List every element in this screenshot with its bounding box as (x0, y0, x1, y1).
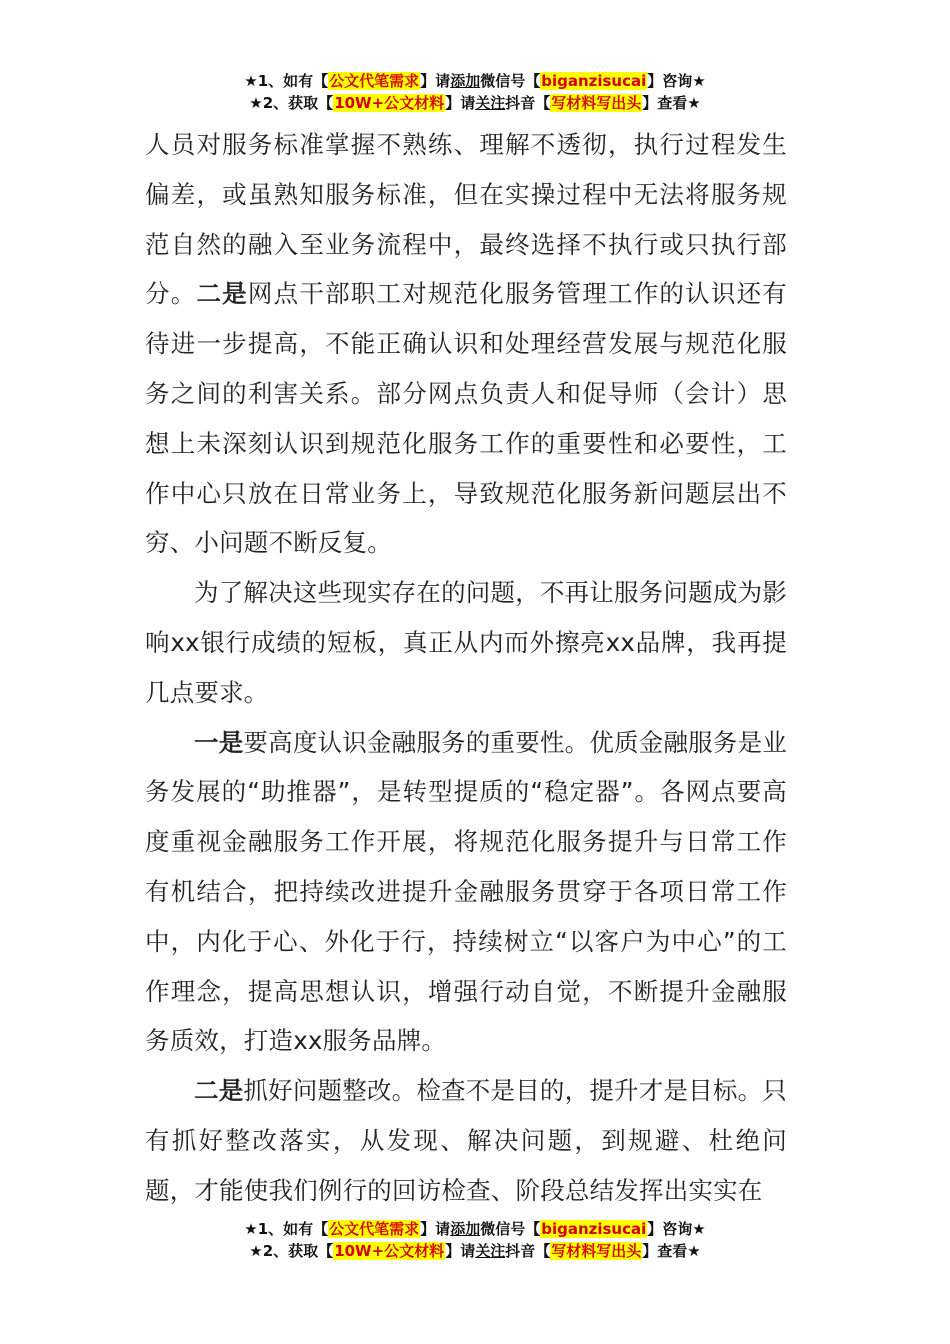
banner-highlight: 公文代笔需求 (329, 72, 420, 90)
banner-underline: 添加 (450, 72, 481, 90)
banner-highlight: 公文代笔需求 (329, 1220, 420, 1238)
banner-highlight: 10W+公文材料 (334, 94, 445, 112)
banner-line-2 (0, 92, 950, 114)
paragraph (145, 120, 787, 568)
banner-underline: 关注 (475, 94, 506, 112)
banner-text: 】请 (445, 94, 476, 112)
banner-line-2 (0, 1240, 950, 1262)
banner-text: 】请 (420, 72, 451, 90)
banner-highlight: 10W+公文材料 (334, 1242, 445, 1260)
banner-highlight: 写材料写出头 (551, 1242, 642, 1260)
banner-text: 】查看★ (642, 1242, 701, 1260)
banner-text: 】请 (420, 1220, 451, 1238)
paragraph (145, 568, 787, 717)
banner-text: 】查看★ (642, 94, 701, 112)
banner-text: ★2、获取【 (249, 94, 334, 112)
bold-lead: 一是 (194, 727, 244, 757)
banner-underline: 添加 (450, 1220, 481, 1238)
banner-text: 】咨询★ (647, 72, 706, 90)
banner-highlight: biganzisucai (541, 72, 647, 90)
header-banner (0, 70, 950, 114)
paragraph (145, 718, 787, 1067)
banner-text: ★1、如有【 (244, 72, 329, 90)
paragraph (145, 1066, 787, 1215)
banner-highlight: biganzisucai (541, 1220, 647, 1238)
banner-text: 微信号【 (480, 72, 541, 90)
banner-line-1 (0, 1218, 950, 1240)
banner-text: 微信号【 (480, 1220, 541, 1238)
paragraph-text: 为了解决这些现实存在的问题，不再让服务问题成为影响xx银行成绩的短板，真正从内而外擦亮xx品牌，我再提几点要求。 (145, 578, 787, 707)
banner-highlight: 写材料写出头 (551, 94, 642, 112)
footer-banner (0, 1218, 950, 1262)
banner-text: 】咨询★ (647, 1220, 706, 1238)
banner-text: 】请 (445, 1242, 476, 1260)
banner-underline: 关注 (475, 1242, 506, 1260)
paragraph-text: 抓好问题整改。检查不是目的，提升才是目标。只有抓好整改落实，从发现、解决问题，到规避、杜绝问题，才能使我们例行的回访检查、阶段总结发挥出实实在 (145, 1076, 787, 1205)
paragraph-text: 网点干部职工对规范化服务管理工作的认识还有待进一步提高，不能正确认识和处理经营发展与规范化服务之间的利害关系。部分网点负责人和促导师（会计）思想上未深刻认识到规范化服务工作的重要性和必要性，工作中心只放在日常业务上，导致规范化服务新问题层出不穷、小问题不断反复。 (145, 279, 788, 558)
banner-text: ★2、获取【 (249, 1242, 334, 1260)
banner-line-1 (0, 70, 950, 92)
banner-text: 抖音【 (505, 94, 551, 112)
banner-text: 抖音【 (505, 1242, 551, 1260)
bold-lead: 二是 (194, 1076, 244, 1106)
document-body (145, 120, 787, 1216)
bold-lead: 二是 (196, 279, 248, 309)
paragraph-text: 人员对服务标准掌握不熟练、理解不透彻，执行过程发生偏差，或虽熟知服务标准，但在实操过程中无法将服务规范自然的融入至业务流程中，最终选择不执行或只执行部分。 (145, 130, 787, 309)
banner-text: ★1、如有【 (244, 1220, 329, 1238)
paragraph-text: 要高度认识金融服务的重要性。优质金融服务是业务发展的“助推器”，是转型提质的“稳定器”。各网点要高度重视金融服务工作开展，将规范化服务提升与日常工作有机结合，把持续改进提升金融服务贯穿于各项日常工作中，内化于心、外化于行，持续树立“以客户为中心”的工作理念，提高思想认识，增强行动自觉，不断提升金融服务质效，打造xx服务品牌。 (145, 727, 787, 1056)
